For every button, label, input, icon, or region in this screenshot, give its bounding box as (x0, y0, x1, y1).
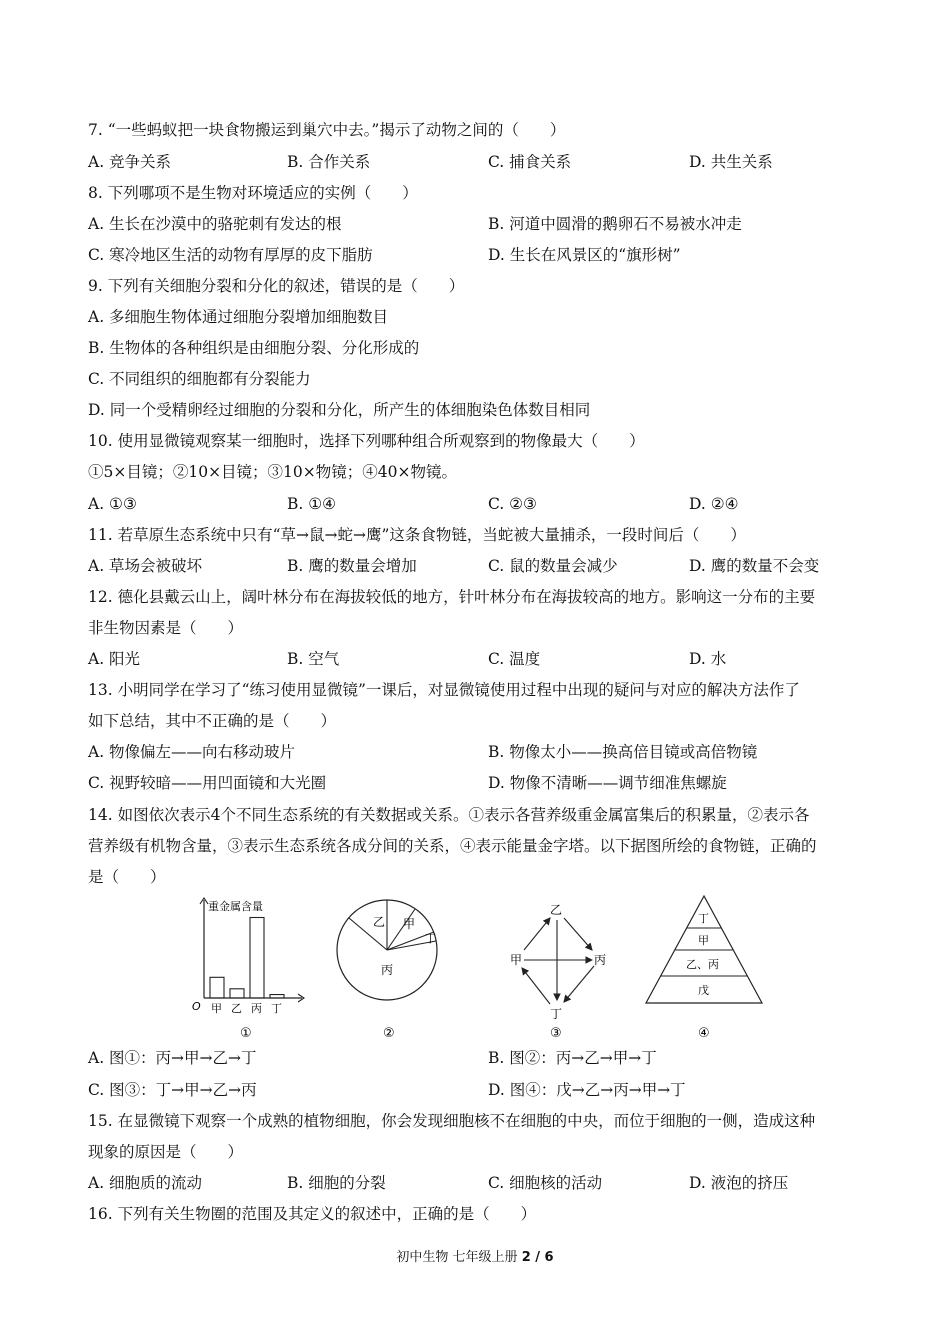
q15-option-a: A. 细胞质的流动 (88, 1174, 203, 1192)
fig1-category-label: 丁 (271, 1002, 282, 1015)
q7-option-d: D. 共生关系 (689, 153, 773, 171)
q12-option-c: C. 温度 (488, 650, 541, 668)
q14-option-c: C. 图③：丁→甲→乙→丙 (88, 1081, 257, 1099)
q10-option-a: A. ①③ (88, 495, 137, 513)
q7-option-a: A. 竞争关系 (88, 153, 172, 171)
q14-stem-line2: 营养级有机物含量，③表示生态系统各成分间的关系，④表示能量金字塔。以下据图所绘的食物链，正确的 (88, 837, 817, 855)
fig3-relation-diagram (510, 888, 620, 1048)
q14-option-d: D. 图④：戊→乙→丙→甲→丁 (488, 1081, 686, 1099)
fig1-bar-chart (190, 888, 315, 1048)
q16-stem: 16. 下列有关生物圈的范围及其定义的叙述中，正确的是（ ） (88, 1205, 537, 1223)
fig1-bar (270, 995, 284, 998)
q8-option-b: B. 河道中圆滑的鹅卵石不易被水冲走 (488, 215, 742, 233)
fig1-category-label: 丙 (251, 1002, 262, 1015)
q8-option-a: A. 生长在沙漠中的骆驼刺有发达的根 (88, 215, 342, 233)
footer-text: 初中生物 七年级上册 (396, 1250, 518, 1265)
fig3-arrow (522, 968, 550, 1004)
fig2-pie-chart (335, 888, 445, 1048)
fig3-node-bing: 丙 (594, 953, 607, 967)
q8-option-d: D. 生长在风景区的“旗形树” (488, 246, 681, 264)
q9-stem: 9. 下列有关细胞分裂和分化的叙述，错误的是（ ） (88, 277, 465, 295)
fig3-node-jia: 甲 (510, 953, 523, 967)
fig3-node-ding: 丁 (550, 1007, 563, 1021)
q7-option-b: B. 合作关系 (287, 153, 371, 171)
q9-option-d: D. 同一个受精卵经过细胞的分裂和分化，所产生的体细胞染色体数目相同 (88, 401, 591, 419)
q11-option-a: A. 草场会被破坏 (88, 557, 203, 575)
q15-option-d: D. 液泡的挤压 (689, 1174, 789, 1192)
q12-option-b: B. 空气 (287, 650, 340, 668)
fig4-level-jia: 甲 (698, 934, 709, 947)
q8-option-c: C. 寒冷地区生活的动物有厚厚的皮下脂肪 (88, 246, 373, 264)
q13-stem-line2: 如下总结，其中不正确的是（ ） (88, 712, 337, 730)
q15-option-c: C. 细胞核的活动 (488, 1174, 603, 1192)
fig4-caption: ④ (698, 1026, 710, 1041)
q11-option-b: B. 鹰的数量会增加 (287, 557, 417, 575)
fig3-arrow (564, 918, 592, 950)
q12-stem-line2: 非生物因素是（ ） (88, 619, 244, 637)
q14-option-a: A. 图①：丙→甲→乙→丁 (88, 1049, 257, 1067)
fig2-caption: ② (383, 1026, 395, 1041)
fig3-node-yi: 乙 (550, 903, 563, 917)
q10-option-c: C. ②③ (488, 495, 537, 513)
q15-stem-line1: 15. 在显微镜下观察一个成熟的植物细胞，你会发现细胞核不在细胞的中央，而位于细胞的一侧，造成这种 (88, 1112, 816, 1130)
fig1-bar (230, 989, 244, 998)
fig2-slice-bing: 丙 (381, 963, 394, 977)
fig2-slice-ding: 丁 (425, 932, 436, 945)
q14-stem-line1: 14. 如图依次表示4个不同生态系统的有关数据或关系。①表示各营养级重金属富集后的积累量，②表示各 (88, 806, 810, 824)
q14-stem-line3: 是（ ） (88, 868, 166, 886)
q13-option-c: C. 视野较暗——用凹面镜和大光圈 (88, 774, 327, 792)
fig1-bar (210, 977, 224, 998)
page-footer (0, 1246, 950, 1265)
q11-option-d: D. 鹰的数量不会变 (689, 557, 820, 575)
q15-stem-line2: 现象的原因是（ ） (88, 1143, 244, 1161)
fig2-slice-yi: 乙 (373, 915, 386, 929)
q9-option-b: B. 生物体的各种组织是由细胞分裂、分化形成的 (88, 339, 420, 357)
q13-option-b: B. 物像太小——换高倍目镜或高倍物镜 (488, 743, 758, 761)
q10-option-b: B. ①④ (287, 495, 337, 513)
q12-option-a: A. 阳光 (88, 650, 141, 668)
q13-option-a: A. 物像偏左——向右移动玻片 (88, 743, 296, 761)
fig1-bar (250, 918, 264, 999)
q10-stem: 10. 使用显微镜观察某一细胞时，选择下列哪种组合所观察到的物像最大（ ） (88, 432, 645, 450)
q13-stem-line1: 13. 小明同学在学习了“练习使用显微镜”一课后，对显微镜使用过程中出现的疑问与对应的解决方法作了 (88, 681, 800, 699)
fig1-y-label: 重金属含量 (208, 900, 263, 913)
fig3-arrow (524, 918, 550, 950)
fig3-caption: ③ (550, 1026, 562, 1041)
q14-figures (190, 888, 770, 1048)
q11-option-c: C. 鼠的数量会减少 (488, 557, 618, 575)
q12-option-d: D. 水 (689, 650, 727, 668)
q12-stem-line1: 12. 德化县戴云山上，阔叶林分布在海拔较低的地方，针叶林分布在海拔较高的地方。影响这一分布的主要 (88, 588, 816, 606)
q9-option-c: C. 不同组织的细胞都有分裂能力 (88, 370, 311, 388)
fig2-slice-jia: 甲 (403, 917, 416, 931)
fig4-energy-pyramid (642, 888, 767, 1048)
fig1-category-label: 乙 (231, 1002, 242, 1015)
fig1-category-label: 甲 (211, 1002, 222, 1015)
fig4-level-yi-bing: 乙、丙 (686, 958, 719, 971)
fig3-arrow (564, 966, 594, 1002)
fig4-level-wu: 戊 (698, 984, 709, 997)
fig1-origin: O (192, 1000, 201, 1013)
q8-stem: 8. 下列哪项不是生物对环境适应的实例（ ） (88, 184, 418, 202)
q10-option-d: D. ②④ (689, 495, 739, 513)
q15-option-b: B. 细胞的分裂 (287, 1174, 386, 1192)
q7-stem: 7. “一些蚂蚁把一块食物搬运到巢穴中去。”揭示了动物之间的（ ） (88, 121, 566, 139)
q13-option-d: D. 物像不清晰——调节细准焦螺旋 (488, 774, 727, 792)
q9-option-a: A. 多细胞生物体通过细胞分裂增加细胞数目 (88, 308, 389, 326)
q14-option-b: B. 图②：丙→乙→甲→丁 (488, 1049, 657, 1067)
q7-option-c: C. 捕食关系 (488, 153, 572, 171)
fig4-level-ding: 丁 (698, 912, 709, 925)
q10-sub: ①5×目镜；②10×目镜；③10×物镜；④40×物镜。 (88, 463, 457, 481)
page-number: 2 / 6 (521, 1250, 554, 1265)
q11-stem: 11. 若草原生态系统中只有“草→鼠→蛇→鹰”这条食物链，当蛇被大量捕杀，一段时间后（ ） (88, 526, 746, 544)
fig1-caption: ① (240, 1026, 252, 1041)
